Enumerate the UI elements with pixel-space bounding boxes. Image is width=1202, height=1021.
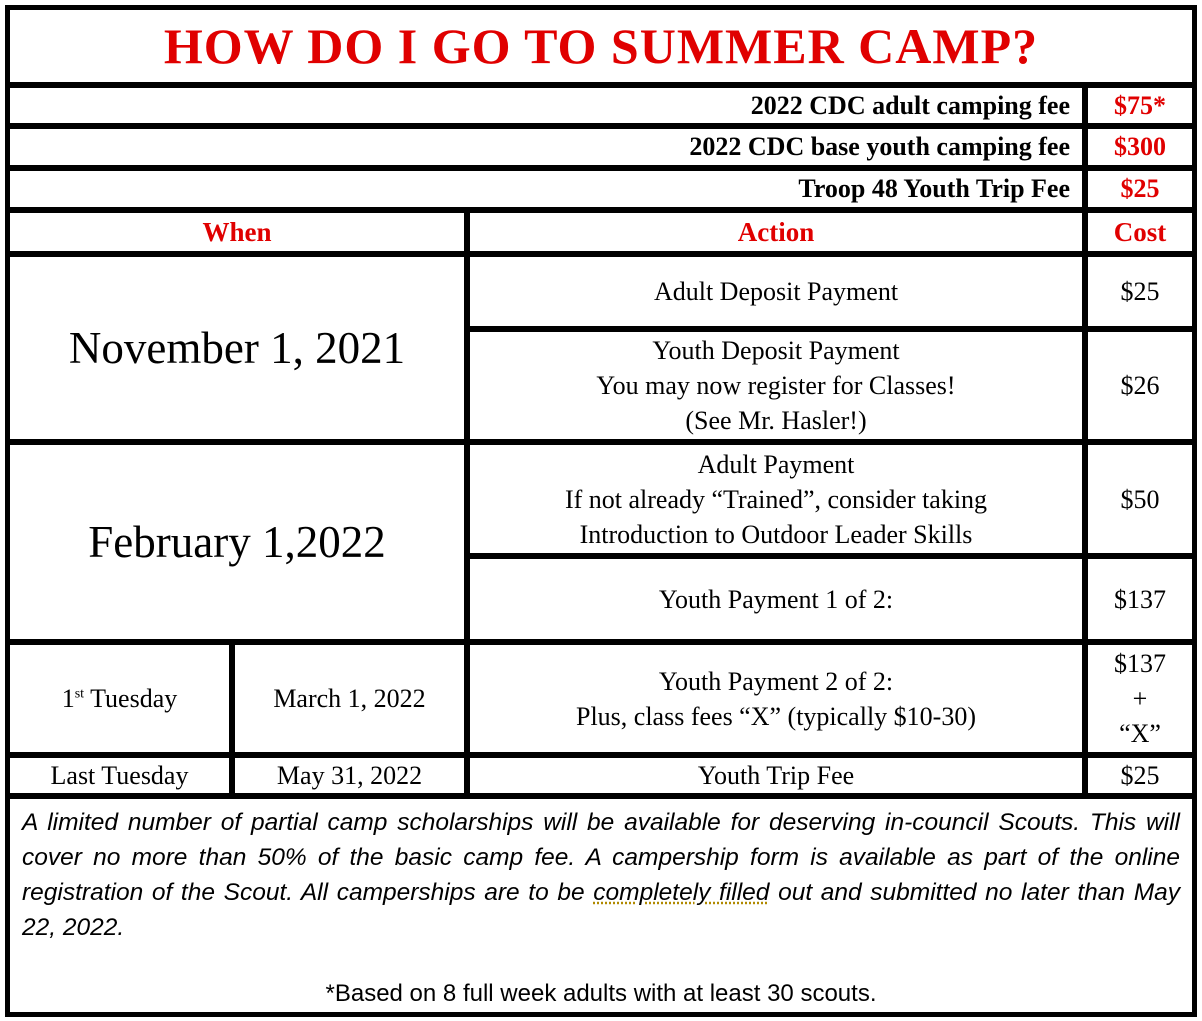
action-adult-payment [465, 440, 1087, 558]
when-label: Last Tuesday [50, 761, 189, 790]
cost-value: $50 [1120, 484, 1160, 514]
action-youth-trip-fee [465, 753, 1087, 798]
action-youth-deposit [465, 327, 1087, 444]
fee-label: Troop 48 Youth Trip Fee [798, 174, 1070, 203]
action-youth-payment-2 [465, 640, 1087, 757]
header-when-label: When [202, 216, 272, 247]
page-title: HOW DO I GO TO SUMMER CAMP? [163, 18, 1039, 74]
cost-value: $25 [1120, 277, 1160, 306]
cost-value: $25 [1120, 761, 1160, 790]
cost-youth-payment-1 [1083, 554, 1197, 644]
when-last-tuesday [5, 753, 234, 798]
fee-value: $300 [1114, 132, 1166, 161]
fee-row-adult [5, 83, 1087, 128]
when-november [5, 252, 469, 444]
date-label: March 1, 2022 [273, 684, 426, 713]
date-label: February 1,2022 [88, 517, 386, 567]
action-youth-payment-1 [465, 554, 1087, 644]
fee-value: $75* [1114, 90, 1166, 120]
fee-row-troop [5, 166, 1087, 212]
cost-adult-deposit [1083, 252, 1197, 331]
cost-youth-payment-2 [1083, 640, 1197, 757]
cost-line: + [1132, 684, 1148, 713]
action-line: Youth Deposit Payment [652, 336, 900, 365]
fee-value-youth [1083, 124, 1197, 170]
action-line: Youth Payment 1 of 2: [658, 584, 894, 614]
cost-adult-payment [1083, 440, 1197, 558]
action-line: Youth Payment 2 of 2: [658, 666, 894, 696]
cost-youth-deposit [1083, 327, 1197, 444]
cost-line: “X” [1119, 719, 1161, 748]
action-line: Youth Trip Fee [697, 761, 855, 790]
cost-line: $137 [1114, 649, 1166, 678]
cost-youth-trip-fee [1083, 753, 1197, 798]
action-line: Adult Deposit Payment [653, 277, 899, 306]
date-may [230, 753, 469, 798]
fee-value: $25 [1120, 174, 1160, 203]
fee-value-adult [1083, 83, 1197, 128]
fee-label: 2022 CDC base youth camping fee [689, 132, 1070, 161]
date-march [230, 640, 469, 757]
footnote: *Based on 8 full week adults with at least 30 scouts. [325, 980, 877, 1007]
header-action-label: Action [737, 216, 815, 247]
fee-label: 2022 CDC adult camping fee [750, 90, 1070, 120]
date-label: May 31, 2022 [276, 761, 423, 790]
fee-value-troop [1083, 166, 1197, 212]
header-cost [1083, 208, 1197, 256]
when-first-tuesday [5, 640, 234, 757]
cost-value: $137 [1114, 584, 1166, 614]
action-line: (See Mr. Hasler!) [685, 406, 867, 435]
action-line: Plus, class fees “X” (typically $10-30) [575, 701, 976, 731]
header-when [5, 208, 469, 256]
action-line: Adult Payment [697, 449, 855, 479]
scholarship-note [5, 794, 1197, 1017]
when-label: 1st Tuesday [61, 684, 178, 713]
fee-row-youth [5, 124, 1087, 170]
action-line: Introduction to Outdoor Leader Skills [579, 519, 973, 549]
when-february [5, 440, 469, 644]
title-banner [5, 5, 1197, 87]
note-paragraph: A limited number of partial camp scholarships will be available for deserving in-council Scouts. This will cover no more than 50% of the basic camp fee. A campership form is available as part of the online registration of the Scout. All camperships are to be completely filled out and submitted no later than May 22, 2022. [22, 809, 1180, 941]
header-cost-label: Cost [1113, 216, 1167, 247]
date-label: November 1, 2021 [68, 323, 406, 373]
header-action [465, 208, 1087, 256]
action-line: You may now register for Classes! [596, 371, 956, 400]
action-adult-deposit [465, 252, 1087, 331]
cost-value: $26 [1120, 371, 1160, 400]
note-underlined-text: completely filled [593, 879, 770, 906]
action-line: If not already “Trained”, consider taking [564, 484, 988, 514]
